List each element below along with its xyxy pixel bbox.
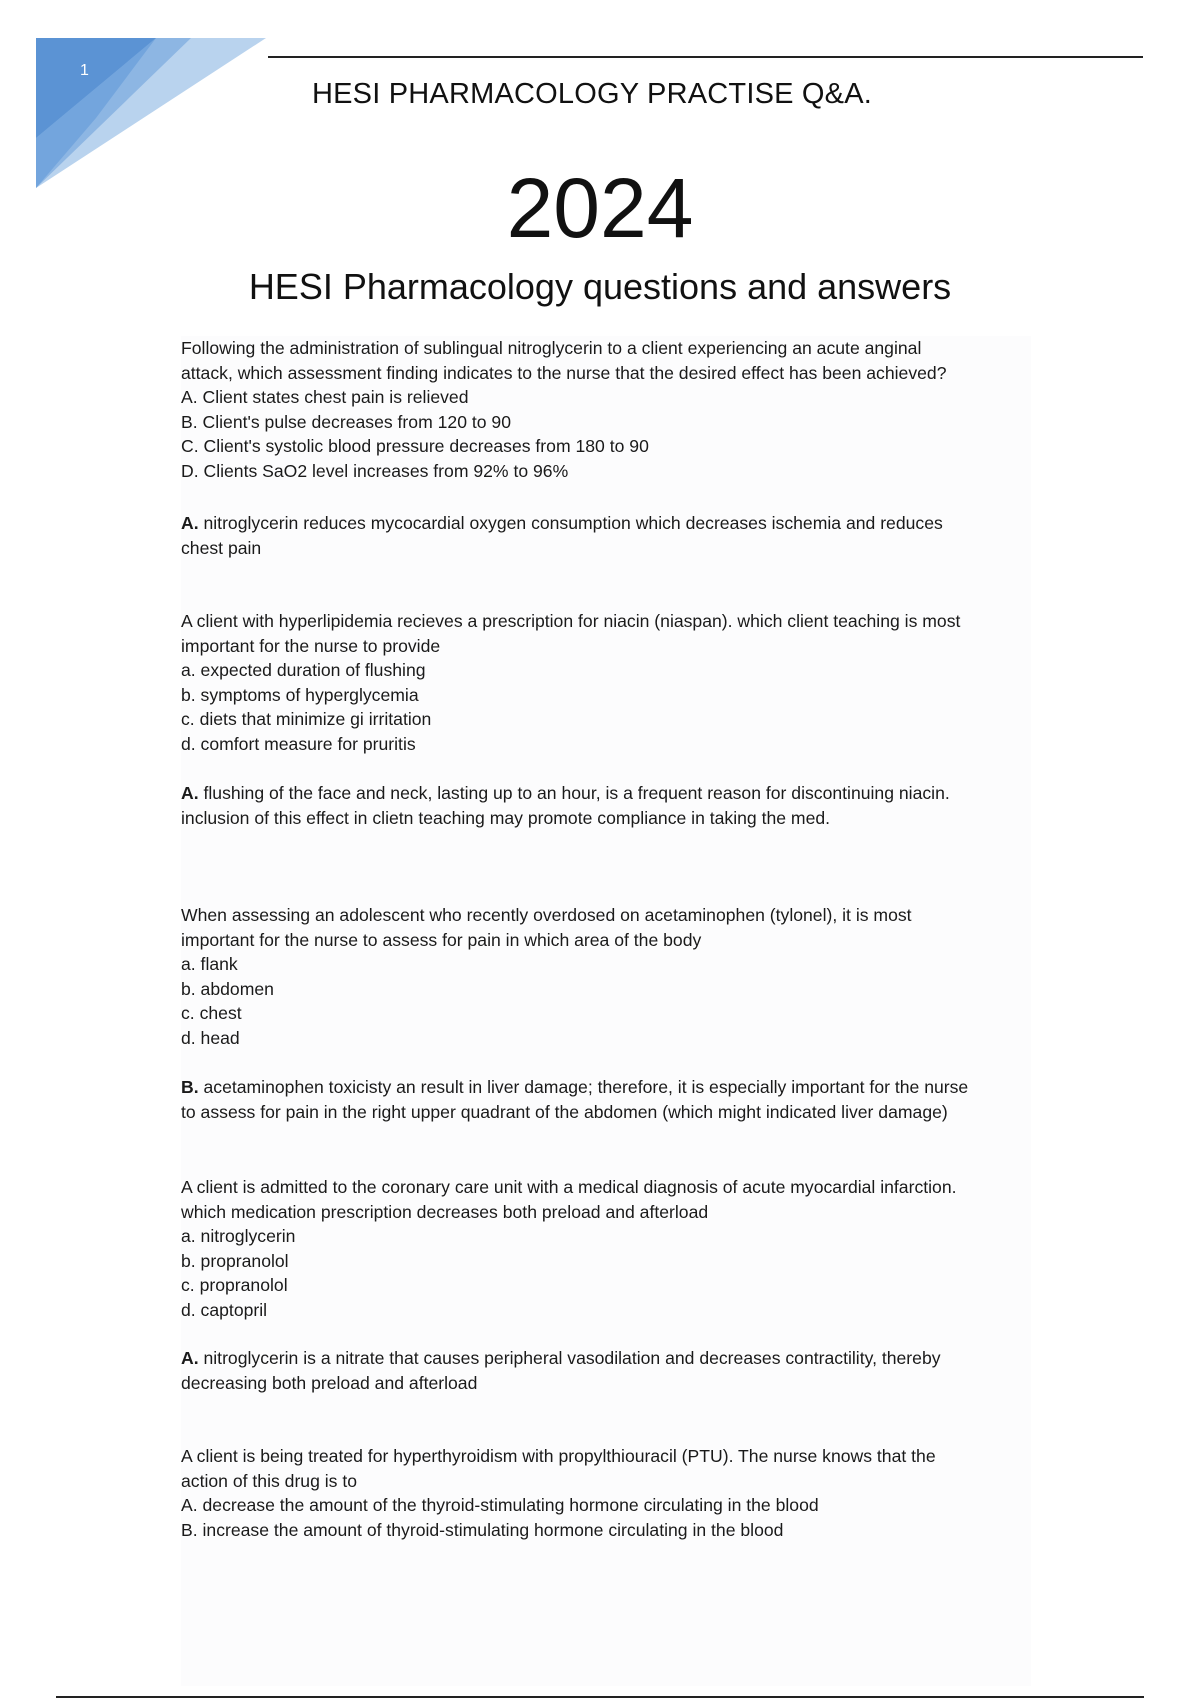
question-stem: When assessing an adolescent who recently overdosed on acetaminophen (tylonel), it is most: [181, 905, 912, 925]
answer-option: c. diets that minimize gi irritation: [181, 709, 432, 729]
rationale-text: chest pain: [181, 537, 262, 558]
rationale-block: [181, 511, 943, 560]
rationale-block: [181, 1346, 941, 1395]
question-stem: Following the administration of sublingual nitroglycerin to a client experiencing an acute anginal: [181, 338, 922, 358]
rationale-block: [181, 1075, 968, 1124]
question-block: [181, 1175, 957, 1322]
document-header: HESI PHARMACOLOGY PRACTISE Q&A.: [312, 78, 873, 110]
question-block: [181, 1444, 936, 1542]
question-block: [181, 903, 912, 1050]
question-stem: which medication prescription decreases both preload and afterload: [181, 1201, 709, 1222]
answer-option: a. expected duration of flushing: [181, 660, 426, 680]
question-block: [181, 609, 960, 756]
rationale-text: inclusion of this effect in clietn teaching may promote compliance in taking the med.: [181, 807, 831, 828]
rationale-text: to assess for pain in the right upper quadrant of the abdomen (which might indicated liver damage): [181, 1101, 948, 1122]
question-stem: A client with hyperlipidemia recieves a prescription for niacin (niaspan). which client teaching is most: [181, 611, 961, 631]
rationale-text: decreasing both preload and afterload: [181, 1372, 478, 1393]
answer-option: d. head: [181, 1027, 240, 1048]
answer-option: b. symptoms of hyperglycemia: [181, 684, 419, 705]
correct-answer-letter: A.: [181, 513, 199, 533]
answer-option: b. propranolol: [181, 1250, 289, 1271]
question-block: [181, 336, 946, 483]
question-stem: attack, which assessment finding indicates to the nurse that the desired effect has been achieved?: [181, 362, 947, 383]
top-divider: [268, 56, 1143, 58]
answer-option: B. increase the amount of thyroid-stimulating hormone circulating in the blood: [181, 1519, 784, 1540]
rationale-text: acetaminophen toxicisty an result in liver damage; therefore, it is especially important for the nurse: [198, 1077, 969, 1097]
document-subtitle: HESI Pharmacology questions and answers: [248, 266, 952, 307]
answer-option: c. propranolol: [181, 1275, 288, 1295]
answer-option: a. flank: [181, 954, 238, 974]
correct-answer-letter: A.: [181, 783, 199, 803]
bottom-divider: [56, 1696, 1144, 1698]
correct-answer-letter: B.: [181, 1077, 199, 1097]
rationale-text: flushing of the face and neck, lasting up to an hour, is a frequent reason for discontinuing niacin.: [198, 783, 950, 803]
answer-option: c. chest: [181, 1003, 242, 1023]
question-stem: A client is admitted to the coronary care unit with a medical diagnosis of acute myocardial infarction.: [181, 1177, 957, 1197]
answer-option: D. Clients SaO2 level increases from 92% to 96%: [181, 460, 569, 481]
answer-option: C. Client's systolic blood pressure decreases from 180 to 90: [181, 436, 649, 456]
page-number: 1: [80, 62, 89, 79]
answer-option: d. comfort measure for pruritis: [181, 733, 416, 754]
qa-content: [181, 336, 1031, 1686]
question-stem: important for the nurse to assess for pain in which area of the body: [181, 929, 702, 950]
question-stem: action of this drug is to: [181, 1470, 358, 1491]
question-stem: important for the nurse to provide: [181, 635, 441, 656]
rationale-text: nitroglycerin reduces mycocardial oxygen consumption which decreases ischemia and reduces: [198, 513, 943, 533]
answer-option: b. abdomen: [181, 978, 274, 999]
answer-option: B. Client's pulse decreases from 120 to 90: [181, 411, 511, 432]
answer-option: A. decrease the amount of the thyroid-stimulating hormone circulating in the blood: [181, 1495, 819, 1515]
question-stem: A client is being treated for hyperthyroidism with propylthiouracil (PTU). The nurse knows that the: [181, 1446, 936, 1466]
answer-option: a. nitroglycerin: [181, 1226, 296, 1246]
answer-option: d. captopril: [181, 1299, 268, 1320]
correct-answer-letter: A.: [181, 1348, 199, 1368]
answer-option: A. Client states chest pain is relieved: [181, 387, 469, 407]
rationale-block: [181, 781, 950, 830]
document-year: 2024: [506, 161, 694, 255]
rationale-text: nitroglycerin is a nitrate that causes peripheral vasodilation and decreases contractility, thereby: [198, 1348, 941, 1368]
